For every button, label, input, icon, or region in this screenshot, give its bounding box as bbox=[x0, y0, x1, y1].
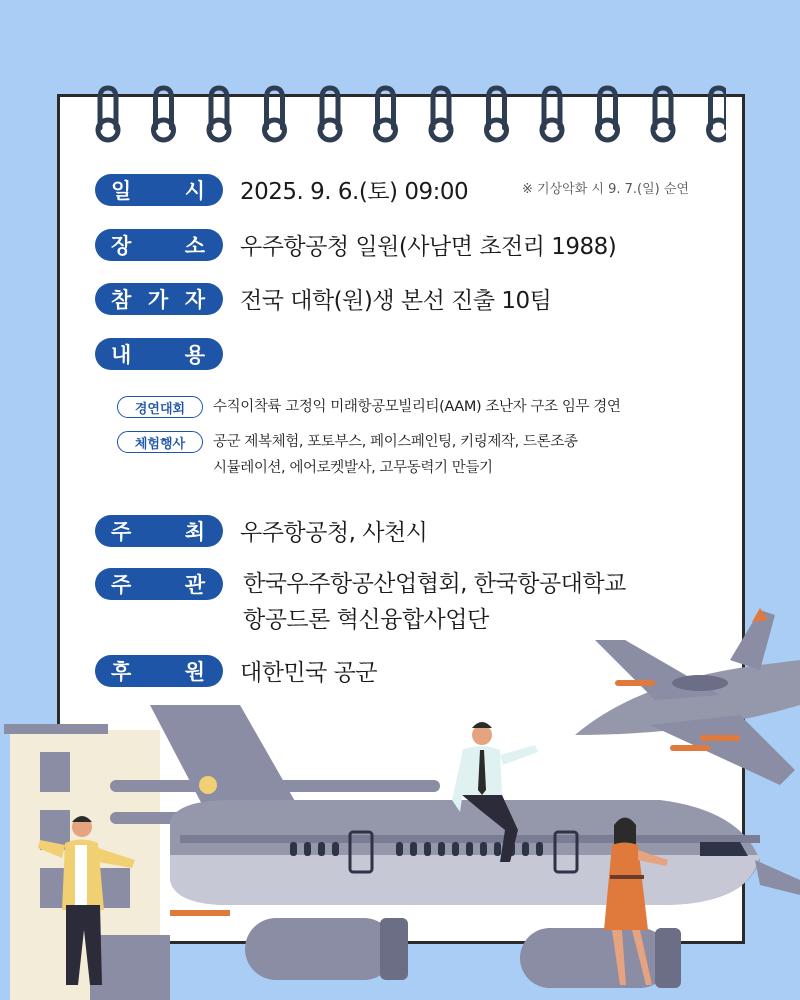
experience-text-line1: 공군 제복체험, 포토부스, 페이스페인팅, 키링제작, 드론조종 bbox=[213, 434, 578, 450]
label-char: 최 bbox=[184, 519, 207, 544]
label-char: 내 bbox=[111, 343, 134, 367]
content-item-competition bbox=[117, 396, 621, 420]
organizer-line2: 항공드론 혁신융합사업단 bbox=[243, 607, 489, 633]
host-value: 우주항공청, 사천시 bbox=[240, 520, 428, 546]
label-char: 장 bbox=[111, 233, 134, 258]
place-value: 우주항공청 일원(사남면 초전리 1988) bbox=[240, 234, 617, 260]
experience-text-line2: 시뮬레이션, 에어로켓발사, 고무동력기 만들기 bbox=[213, 460, 493, 476]
row-place bbox=[95, 228, 616, 261]
sponsor-value: 대한민국 공군 bbox=[240, 660, 378, 686]
label-char: 가 bbox=[147, 287, 171, 312]
tag-competition: 경연대회 bbox=[117, 396, 203, 418]
tag-experience: 체험행사 bbox=[117, 431, 203, 453]
participants-value: 전국 대학(원)생 본선 진출 10팀 bbox=[240, 288, 552, 314]
label-organizer bbox=[95, 568, 223, 600]
label-content bbox=[95, 338, 223, 370]
experience-text bbox=[213, 429, 577, 481]
competition-text: 수직이착륙 고정익 미래항공모빌리티(AAM) 조난자 구조 임무 경연 bbox=[213, 399, 621, 415]
date-value: 2025. 9. 6.(토) 09:00 bbox=[240, 179, 469, 205]
label-char: 원 bbox=[184, 659, 207, 684]
label-place bbox=[95, 229, 223, 261]
airport-illustration bbox=[0, 600, 800, 1000]
row-date bbox=[95, 173, 468, 206]
organizer-line1: 한국우주항공산업협회, 한국항공대학교 bbox=[243, 571, 626, 597]
label-char: 주 bbox=[111, 573, 134, 597]
content-item-experience bbox=[117, 431, 577, 481]
label-char: 주 bbox=[111, 519, 134, 544]
fighter-jet-illustration bbox=[575, 608, 800, 785]
label-char: 일 bbox=[111, 178, 134, 203]
label-char: 참 bbox=[111, 287, 134, 312]
label-char: 소 bbox=[184, 233, 207, 258]
rain-note: ※ 기상악화 시 9. 7.(일) 순연 bbox=[522, 182, 689, 197]
row-participants bbox=[95, 282, 551, 315]
label-char: 후 bbox=[111, 659, 134, 684]
label-host bbox=[95, 515, 223, 547]
label-char: 자 bbox=[184, 287, 207, 312]
label-char: 시 bbox=[184, 178, 207, 203]
row-host bbox=[95, 514, 427, 547]
label-participants bbox=[95, 283, 223, 315]
label-char: 용 bbox=[184, 343, 207, 367]
row-content bbox=[95, 338, 223, 370]
label-date bbox=[95, 174, 223, 206]
label-char: 관 bbox=[184, 573, 207, 597]
spiral-binding-icon bbox=[86, 84, 726, 144]
